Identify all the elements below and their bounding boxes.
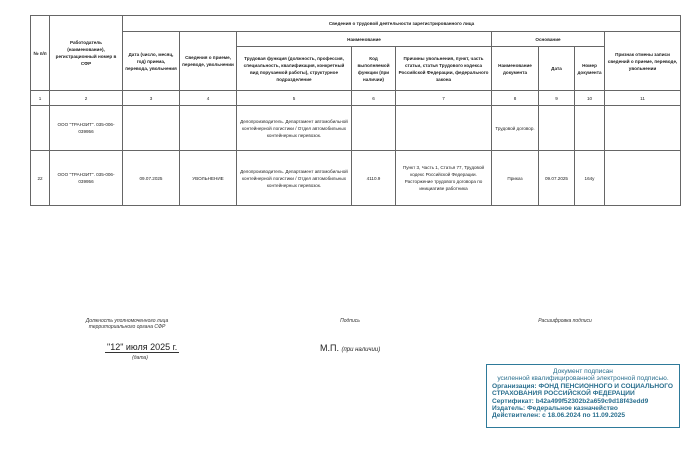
stamp-subtitle: усиленной квалифицированной электронной подписью. — [497, 375, 669, 383]
cell-num — [31, 106, 50, 151]
cell-cancel — [605, 151, 681, 206]
cell-employer: ООО "ТРАНЗИТ". 035-006-039956 — [50, 151, 123, 206]
header-employer: Работодатель (наименование), регистрационный номер в СФР — [50, 16, 123, 91]
mp-note: (при наличии) — [341, 347, 381, 353]
stamp-certificate: Сертификат: b42a499f52302b2a659c9d18f43edd9 — [492, 397, 649, 405]
cell-reason — [396, 106, 492, 151]
issue-date — [105, 342, 179, 352]
cell-doc-num — [575, 106, 605, 151]
header-name-group: Наименование — [237, 32, 492, 47]
cell-doc-date — [539, 106, 575, 151]
col-number: 4 — [180, 91, 237, 106]
electronic-signature-stamp — [486, 364, 680, 428]
col-number: 7 — [396, 91, 492, 106]
header-info: Сведения о приеме, переводе, увольнении — [180, 32, 237, 91]
header-date: Дата (число, месяц, год) приема, перевода, увольнения — [123, 32, 180, 91]
signature-label: Подпись — [340, 318, 360, 324]
labor-activity-table — [30, 15, 681, 206]
col-number: 8 — [492, 91, 539, 106]
header-function: Трудовая функция (должность, профессия, специальность, квалификация, конкретный вид поручаемой работы), структурное подразделение — [237, 47, 352, 91]
decode-label: Расшифровка подписи — [538, 318, 592, 324]
col-number: 6 — [352, 91, 396, 106]
header-doc-name: Наименование документа — [492, 47, 539, 91]
header-num: № п/п — [31, 16, 50, 91]
date-value: "12" июля 2025 г. — [107, 342, 178, 352]
cell-function: Делопроизводитель. Департамент автомобильной контейнерной логистики / Отдел автомобильных контейнерных перевозок. — [237, 151, 352, 206]
stamp-place — [320, 343, 380, 353]
cell-doc-num: 164у — [575, 151, 605, 206]
cell-doc-name: Трудовой договор. — [492, 106, 539, 151]
header-cancel: Признак отмены записи сведений о приеме, переводе, увольнении — [605, 32, 681, 91]
col-number: 10 — [575, 91, 605, 106]
header-doc-date: Дата — [539, 47, 575, 91]
header-reasons: Причины увольнения, пункт, часть статьи, статья Трудового кодекса Российской Федерации, федерального закона — [396, 47, 492, 91]
cell-reason: Пункт 3, Часть 1, Статья 77, Трудовой кодекс Российской Федерации. Расторжение трудового договора по инициативе работника — [396, 151, 492, 206]
cell-doc-date: 09.07.2025 — [539, 151, 575, 206]
cell-info — [180, 106, 237, 151]
cell-code: 4110.9 — [352, 151, 396, 206]
col-number: 2 — [50, 91, 123, 106]
col-number: 1 — [31, 91, 50, 106]
date-label: (дата) — [132, 355, 148, 361]
cell-code — [352, 106, 396, 151]
cell-date — [123, 106, 180, 151]
header-doc-num: Номер документа — [575, 47, 605, 91]
stamp-organization: Организация: ФОНД ПЕНСИОННОГО И СОЦИАЛЬНОГО СТРАХОВАНИЯ РОССИЙСКОЙ ФЕДЕРАЦИИ — [492, 382, 674, 398]
cell-date: 09.07.2025 — [123, 151, 180, 206]
cell-cancel — [605, 106, 681, 151]
col-number: 11 — [605, 91, 681, 106]
position-label: Должность уполномоченного лица территориального органа СФР — [85, 318, 169, 330]
cell-doc-name: Приказ — [492, 151, 539, 206]
header-code: Код выполняемой функции (при наличии) — [352, 47, 396, 91]
header-basis: Основание — [492, 32, 605, 47]
col-number: 9 — [539, 91, 575, 106]
table-row — [31, 151, 681, 206]
table-row — [31, 106, 681, 151]
header-group: Сведения о трудовой деятельности зарегистрированного лица — [123, 16, 681, 32]
cell-employer: ООО "ТРАНЗИТ". 035-006-039956 — [50, 106, 123, 151]
mp-label: М.П. — [320, 343, 339, 353]
cell-info: УВОЛЬНЕНИЕ — [180, 151, 237, 206]
stamp-validity: Действителен: с 18.06.2024 по 11.09.2025 — [492, 412, 625, 420]
cell-num: 22 — [31, 151, 50, 206]
col-number: 3 — [123, 91, 180, 106]
stamp-title: Документ подписан — [553, 368, 613, 375]
col-number: 5 — [237, 91, 352, 106]
stamp-issuer: Издатель: Федеральное казначейство — [492, 405, 618, 413]
column-numbers-row — [31, 91, 681, 106]
cell-function: Делопроизводитель. Департамент автомобильной контейнерной логистики / Отдел автомобильных контейнерных перевозок. — [237, 106, 352, 151]
